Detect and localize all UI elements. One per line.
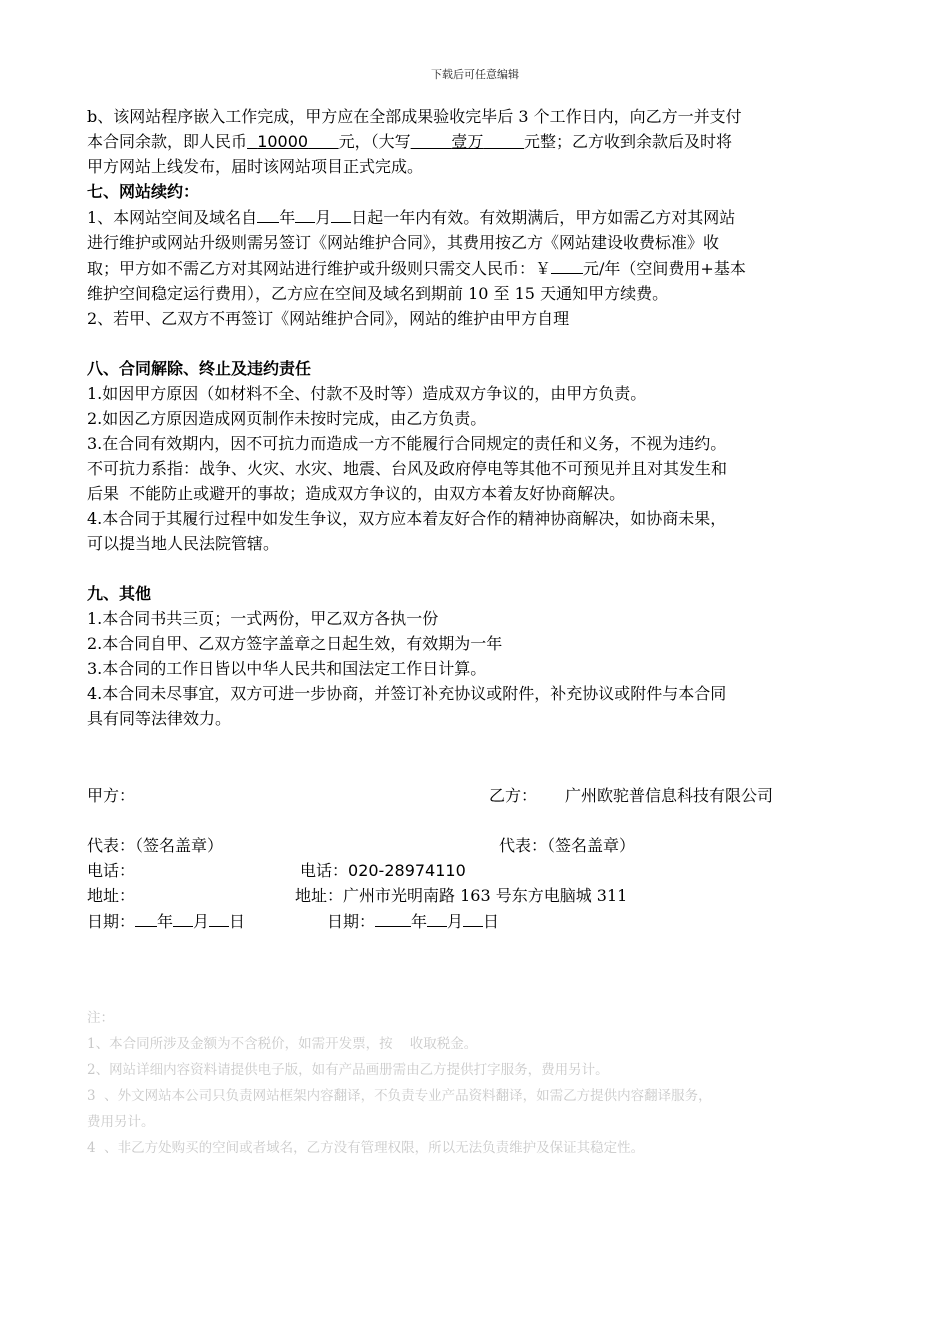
notes-title: 注： bbox=[87, 1010, 114, 1026]
addr-row bbox=[87, 883, 865, 908]
amount-value: 10000 bbox=[257, 132, 309, 151]
note-line: 3 、外文网站本公司只负责网站框架内容翻译，不负责专业产品资料翻译，如需乙方提供内容翻译服务， bbox=[87, 1088, 712, 1104]
party-a-label: 甲方： bbox=[87, 786, 136, 805]
sec8-line: 3.在合同有效期内，因不可抗力而造成一方不能履行合同规定的责任和义务，不视为违约。 bbox=[87, 434, 727, 453]
para-b-text-a: 本合同余款，即人民币 bbox=[87, 132, 248, 151]
date-row bbox=[87, 908, 865, 933]
rep-b: 代表：（签名盖章） bbox=[499, 836, 636, 855]
sec9-line: 具有同等法律效力。 bbox=[87, 709, 232, 728]
note-line: 4 、非乙方处购买的空间或者域名，乙方没有管理权限，所以无法负责维护及保证其稳定性。 bbox=[87, 1140, 645, 1156]
sec9-line: 3.本合同的工作日皆以中华人民共和国法定工作日计算。 bbox=[87, 659, 487, 678]
date-a: 日期： 年 月 日 bbox=[87, 908, 245, 934]
rep-a: 代表：（签名盖章） bbox=[87, 836, 224, 855]
sec7-item1-line1: 1、本网站空间及域名自 年 月 日起一年内有效。有效期满后，甲方如需乙方对其网站 bbox=[87, 204, 865, 230]
sec7-item1-line4: 维护空间稳定运行费用），乙方应在空间及域名到期前 10 至 15 天通知甲方续费。 bbox=[87, 284, 669, 303]
party-b-label: 乙方： bbox=[489, 786, 538, 805]
party-b-company: 广州欧驼普信息科技有限公司 bbox=[565, 786, 774, 805]
para-b-text-b: 元，（大写 bbox=[338, 132, 411, 151]
para-b-text-c: 元整；乙方收到余款后及时将 bbox=[524, 132, 733, 151]
addr-a: 地址： bbox=[87, 886, 136, 905]
amount-cn-value: 壹万 bbox=[451, 132, 484, 151]
sec8-line: 后果 不能防止或避开的事故；造成双方争议的，由双方本着友好协商解决。 bbox=[87, 484, 626, 503]
para-b-line3: 甲方网站上线发布，届时该网站项目正式完成。 bbox=[87, 157, 424, 176]
sec8-line: 4.本合同于其履行过程中如发生争议，双方应本着友好合作的精神协商解决，如协商未果， bbox=[87, 509, 727, 528]
section9-title: 九、其他 bbox=[87, 584, 152, 603]
note-line: 1、本合同所涉及金额为不含税价，如需开发票，按 收取税金。 bbox=[87, 1036, 478, 1052]
tel-a: 电话： bbox=[87, 861, 136, 880]
header-note: 下载后可任意编辑 bbox=[431, 68, 519, 81]
sec7-item2: 2、若甲、乙双方不再签订《网站维护合同》，网站的维护由甲方自理 bbox=[87, 309, 570, 328]
sec8-line: 可以提当地人民法院管辖。 bbox=[87, 534, 280, 553]
date-b: 日期： 年 月 日 bbox=[327, 908, 499, 934]
sec8-line: 1.如因甲方原因（如材料不全、付款不及时等）造成双方争议的，由甲方负责。 bbox=[87, 384, 647, 403]
note-line: 费用另计。 bbox=[87, 1114, 155, 1130]
notes bbox=[87, 1005, 865, 1161]
note-line: 2、网站详细内容资料请提供电子版，如有产品画册需由乙方提供打字服务，费用另计。 bbox=[87, 1062, 609, 1078]
addr-b: 地址：广州市光明南路 163 号东方电脑城 311 bbox=[295, 886, 628, 905]
tel-b-value: 020-28974110 bbox=[348, 861, 466, 880]
sec8-line: 不可抗力系指：战争、火灾、水灾、地震、台风及政府停电等其他不可预见并且对其发生和 bbox=[87, 459, 728, 478]
sec9-line: 4.本合同未尽事宜，双方可进一步协商，并签订补充协议或附件，补充协议或附件与本合同 bbox=[87, 684, 727, 703]
sec7-item1-line2: 进行维护或网站升级则需另签订《网站维护合同》，其费用按乙方《网站建设收费标准》收 bbox=[87, 233, 720, 252]
sec7-item1-line3: 取；甲方如不需乙方对其网站进行维护或升级则只需交人民币：￥ 元/年（空间费用+基本 bbox=[87, 255, 865, 281]
contract-body bbox=[87, 104, 865, 933]
sec9-line: 2.本合同自甲、乙双方签字盖章之日起生效，有效期为一年 bbox=[87, 634, 503, 653]
para-b-line2 bbox=[87, 129, 865, 154]
sec9-line: 1.本合同书共三页；一式两份，甲乙双方各执一份 bbox=[87, 609, 439, 628]
section7-title: 七、网站续约： bbox=[87, 182, 200, 201]
sec8-line: 2.如因乙方原因造成网页制作未按时完成，由乙方负责。 bbox=[87, 409, 487, 428]
section8-title: 八、合同解除、终止及违约责任 bbox=[87, 359, 312, 378]
rep-row bbox=[87, 833, 865, 858]
tel-row bbox=[87, 858, 865, 883]
tel-b: 电话：020-28974110 bbox=[300, 861, 466, 880]
para-b-line1: b、该网站程序嵌入工作完成，甲方应在全部成果验收完毕后 3 个工作日内，向乙方一并支付 bbox=[87, 107, 742, 126]
party-row bbox=[87, 783, 865, 808]
